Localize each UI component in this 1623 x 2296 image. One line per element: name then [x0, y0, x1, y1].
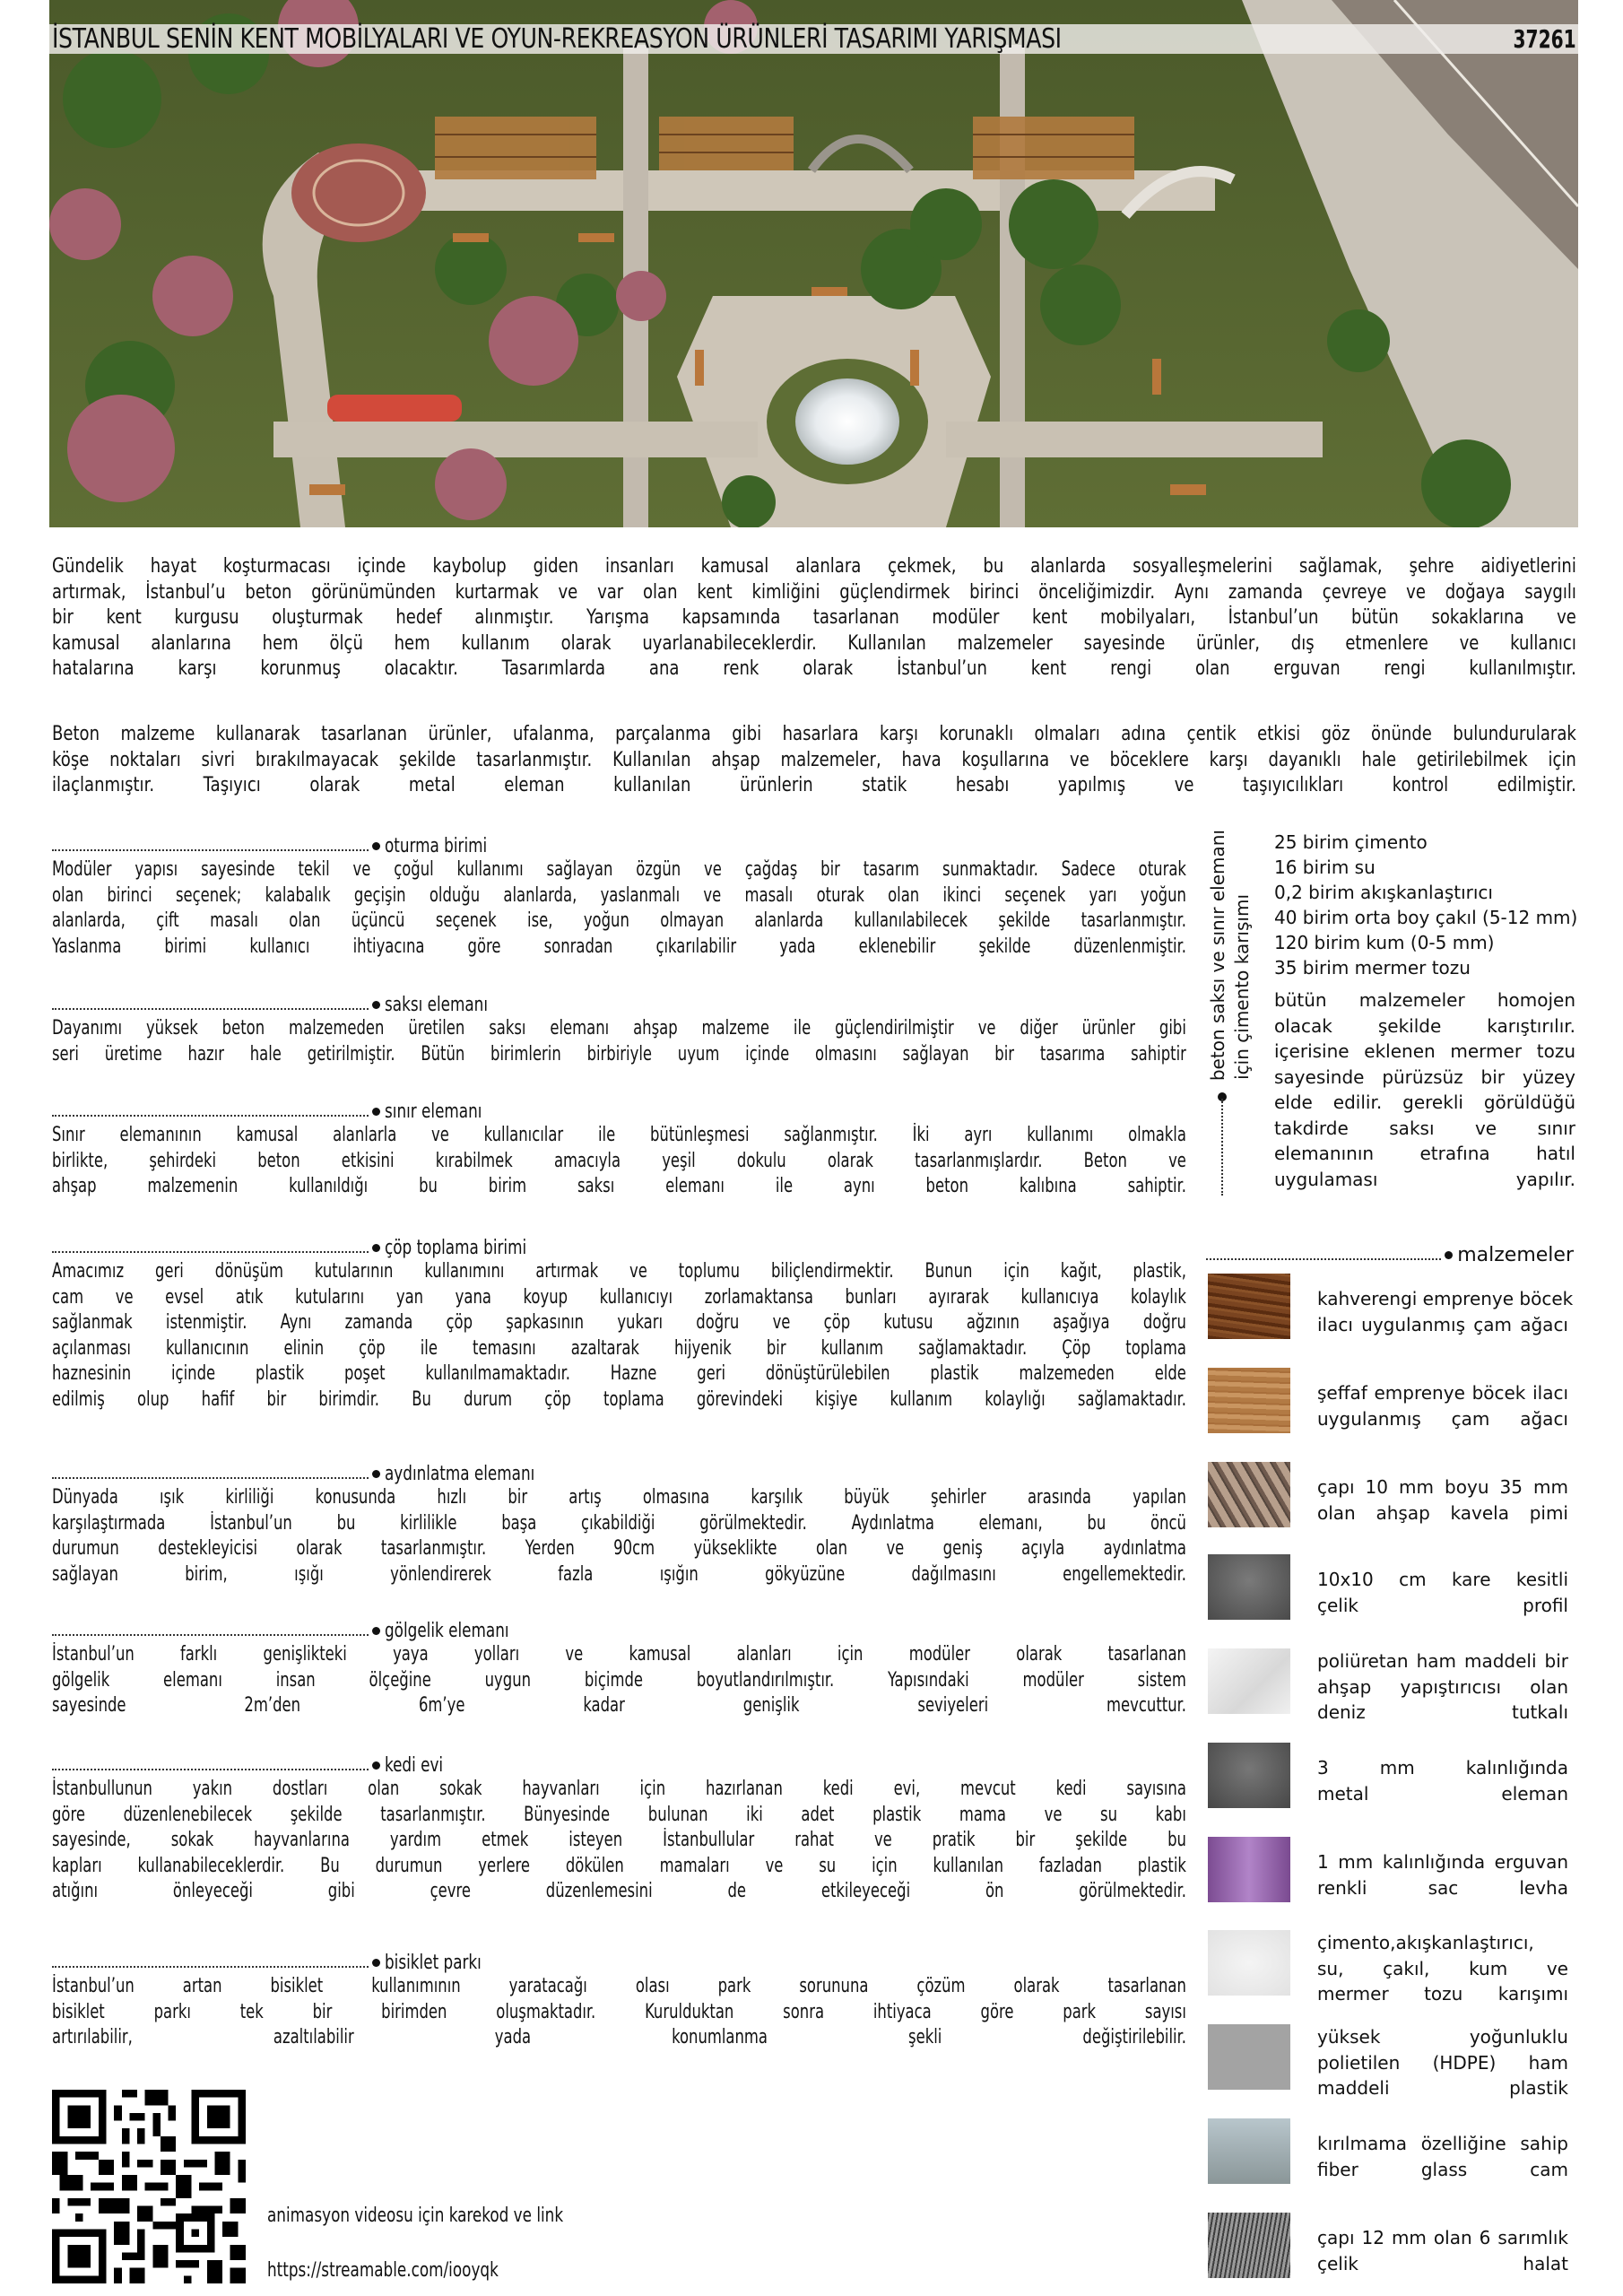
text-line: cam ve evsel atık kutularını yan yana koyup kullanıcıyı zorlamaktansa bunları ayırarak kullanıcıya kolaylık — [52, 1285, 1186, 1309]
section-sınır-elemanı — [52, 1100, 1186, 1200]
video-link[interactable]: https://streamable.com/iooyqk — [267, 2259, 499, 2282]
dotted-leader — [52, 849, 369, 851]
text-line: sağlanmak istenmiştir. Aynı zamanda çöp şapkasının yukarı doğru ve çöp kutusu ağzının aşağıya doğru — [52, 1311, 1186, 1334]
dark-wood-swatch-icon — [1208, 1274, 1290, 1339]
text-line: şeffaf emprenye böcek ilacı — [1317, 1382, 1568, 1404]
light-wood-swatch-icon — [1208, 1368, 1290, 1433]
text-line: takdirde saksı ve sınır — [1274, 1117, 1575, 1139]
text-line: bütün malzemeler homojen — [1274, 989, 1575, 1011]
section-bisiklet-parkı — [52, 1951, 1186, 2051]
text-line: su, çakıl, kum ve — [1317, 1957, 1568, 1979]
text-line: deniz tutkalı — [1317, 1701, 1568, 1723]
text-line: gölgelik elemanı insan ölçeğine uygun biçimde boyutlandırılmıştır. Yapısındaki modüler sistem — [52, 1668, 1186, 1692]
section-heading — [52, 1619, 1186, 1642]
text-line: seri üretime hazır hale getirilmiştir. Bütün birimlerin birbiriyle uyum içinde olmasını sağlayan bir tasarıma sahiptir — [52, 1042, 1186, 1065]
text-line: renkli sac levha — [1317, 1876, 1568, 1899]
material-item — [1208, 2213, 1575, 2284]
concrete-mix-note — [1274, 987, 1575, 1192]
mix-item: 25 birim çimento — [1274, 831, 1428, 853]
section-kedi-evi — [52, 1753, 1186, 1905]
text-line: yüksek yoğunluklu — [1317, 2026, 1568, 2048]
text-line: olan birinci seçenek; kalabalık geçişin olduğu alanlarda, yaslanmalı ve masalı oturak olan ikinci seçenek yarı yoğun — [52, 883, 1186, 907]
material-item — [1208, 1743, 1575, 1814]
section-çöp-toplama-birimi — [52, 1236, 1186, 1413]
hero-park-render — [49, 0, 1578, 527]
text-line: sağlayan birim, ışığı yönlendirerek fazla ışığın gökyüzüne dağılmasını engellemektedir. — [52, 1562, 1186, 1586]
text-line: açılanması kullanıcının elinin çöp ile temasını azaltarak hijyenik bir kullanım sağlamaktadır. Çöp toplama — [52, 1336, 1186, 1360]
mix-item: 0,2 birim akışkanlaştırıcı — [1274, 882, 1493, 903]
text-line: olacak şekilde karıştırılır. — [1274, 1014, 1575, 1037]
text-line: ahşap yapıştırıcısı olan — [1317, 1675, 1568, 1698]
text-line: elde edilir. gerekli görüldüğü — [1274, 1091, 1575, 1113]
material-description — [1317, 1474, 1568, 1526]
text-line: Amacımız geri dönüşüm kutularının kullanımını artırmak ve toplumu biliçlendirmektir. Bunun için kağıt, plastik, — [52, 1260, 1186, 1283]
fiberglass-swatch-icon — [1208, 2118, 1290, 2184]
text-line: durumun destekleyicisi olarak tasarlanmıştır. Yerden 90cm yükseklikte olan ve geniş açıyla aydınlatma — [52, 1537, 1186, 1560]
section-gölgelik-elemanı — [52, 1619, 1186, 1719]
dotted-leader — [1221, 1099, 1223, 1196]
text-line: Yaslanma birimi kullanıcı ihtiyacına göre sonradan çıkarılabilir yada eklenebilir şekilde düzenlenmiştir. — [52, 935, 1186, 958]
mix-item: 35 birim mermer tozu — [1274, 957, 1471, 978]
text-line: poliüretan ham maddeli bir — [1317, 1650, 1568, 1672]
section-aydınlatma-elemanı — [52, 1462, 1186, 1587]
section-heading — [52, 1462, 1186, 1485]
text-line: çelik halat — [1317, 2252, 1568, 2274]
text-line: içerisine eklenen mermer tozu — [1274, 1040, 1575, 1062]
park-aerial-render-image — [49, 0, 1578, 527]
text-line: Sınır elemanının kamusal alanlarla ve kullanıcılar ile bütünleşmesi sağlanmıştır. İki ayrı kullanımı olmakla — [52, 1124, 1186, 1146]
text-line: kamusal alanlarına hem ölçü hem kullanım olarak uyarlanabileceklerdir. Kullanılan malzemeler sayesinde ürünler, dış etmenlere ve kullanıcı — [52, 631, 1576, 655]
concrete-mix-swatch-icon — [1208, 1930, 1290, 1996]
text-line: Modüler yapısı sayesinde tekil ve çoğul kullanımı sağlayan özgün ve çağdaş bir tasarım sunmaktadır. Sadece oturak — [52, 858, 1186, 881]
text-line: fiber glass cam — [1317, 2158, 1568, 2180]
section-oturma-birimi — [52, 834, 1186, 960]
material-item — [1208, 1368, 1575, 1439]
text-line: ilaçlanmıştır. Taşıyıcı olarak metal eleman kullanılan ürünlerin statik hesabı yapılmış ve taşıyıcılıkları kontrol edilmiştir. — [52, 774, 1576, 796]
steel-profile-swatch-icon — [1208, 1554, 1290, 1620]
material-item — [1208, 1837, 1575, 1909]
dotted-leader — [52, 1769, 369, 1770]
concrete-mix-label-line-1: beton saksı ve sınır elemanı — [1207, 830, 1228, 1082]
text-line: bir kent kurgusu oluşturmak hedef alınmıştır. Yarışma kapsamında tasarlanan modüler kent mobilyaları, İstanbul’un bütün sokaklarına ve — [52, 606, 1576, 629]
material-description — [1317, 1380, 1568, 1431]
mix-item: 16 birim su — [1274, 857, 1376, 878]
dotted-leader — [52, 1251, 369, 1253]
concrete-mix-list — [1274, 830, 1578, 980]
dowel-pins-swatch-icon — [1208, 1462, 1290, 1527]
text-line: göre düzenlenebilecek şekilde tasarlanmıştır. Bünyesinde bulunan iki adet plastik mama ve su kabı — [52, 1803, 1186, 1826]
text-line: alanlarda, çift masalı olan üçüncü seçenek ise, yoğun olmayan alanlarda kullanılabilecek şekilde tasarlanmıştır. — [52, 909, 1186, 932]
material-item — [1208, 2118, 1575, 2190]
text-line: çelik profil — [1317, 1594, 1568, 1616]
material-item — [1208, 1648, 1575, 1723]
text-line: 3 mm kalınlığında — [1317, 1757, 1568, 1779]
steel-rope-swatch-icon — [1208, 2213, 1290, 2278]
text-line: olan ahşap kavela pimi — [1317, 1501, 1568, 1524]
text-line: köşe noktaları sivri bırakılmayacak şekilde tasarlanmıştır. Kullanılan ahşap malzemeler, hava koşullarına ve böceklere karşı dayanıklı hale getirilebilmek için — [52, 748, 1576, 771]
qr-code-icon[interactable] — [52, 2090, 246, 2283]
text-line: İstanbullunun yakın dostları olan sokak hayvanları için hazırlanan kedi evi, mevcut kedi sayısına — [52, 1778, 1186, 1800]
concrete-mix — [1274, 830, 1578, 1192]
text-line: İstanbul’un farklı genişlikteki yaya yolları ve kamusal alanları için modüler olarak tasarlanan — [52, 1643, 1186, 1665]
text-line: artırmak, İstanbul’u beton görünümünden kurtarmak ve var olan kent kimliğini güçlendirmek birinci önceliğimizdir. Aynı zamanda çevreye ve doğaya saygılı — [52, 580, 1576, 604]
material-item — [1208, 1274, 1575, 1345]
section-heading — [52, 1100, 1186, 1123]
material-description — [1317, 1286, 1574, 1337]
materials-heading — [1206, 1242, 1574, 1267]
text-line: karşılaştırmada İstanbul’un bu kirlilikle başa çıkabildiği görülmektedir. Aydınlatma elemanı, bu öncü — [52, 1511, 1186, 1535]
material-description — [1317, 2024, 1568, 2101]
section-title: oturma birimi — [385, 834, 488, 857]
text-line: metal eleman — [1317, 1782, 1568, 1805]
text-line: İstanbul’un artan bisiklet kullanımının yaratacağı olası park sorununa çözüm olarak tasarlanan — [52, 1975, 1186, 1997]
text-line: hatalarına karşı korunmuş olacaktır. Tasarımlarda ana renk olarak İstanbul’un kent rengi olan erguvan rengi kullanılmıştır. — [52, 657, 1576, 680]
qr-caption: animasyon videosu için karekod ve link — [267, 2205, 564, 2227]
page-title: İSTANBUL SENİN KENT MOBİLYALARI VE OYUN-REKREASYON ÜRÜNLERİ TASARIMI YARIŞMASI — [52, 23, 1062, 55]
section-title: gölgelik elemanı — [385, 1619, 509, 1642]
hdpe-swatch-icon — [1208, 2024, 1290, 2090]
dotted-leader — [1206, 1258, 1441, 1260]
material-description — [1317, 1567, 1568, 1618]
mix-item: 40 birim orta boy çakıl (5-12 mm) — [1274, 907, 1578, 928]
bullet-icon — [1445, 1251, 1453, 1259]
text-line: Dünyada ışık kirliliği konusunda hızlı bir artış olmasına karşılık büyük şehirler arasında yapılan — [52, 1486, 1186, 1509]
materials-title: malzemeler — [1457, 1243, 1574, 1266]
intro-paragraph-2 — [52, 722, 1576, 799]
bullet-icon — [372, 1959, 380, 1967]
material-item — [1208, 1930, 1575, 2005]
text-line: haznesinin içinde plastik poşet kullanılmamaktadır. Hazne geri dönüştürülebilen plastik malzemeden elde — [52, 1362, 1186, 1385]
text-line: kahverengi emprenye böcek — [1317, 1288, 1574, 1309]
text-line: ahşap malzemenin kullanıldığı bu birim saksı elemanı ile aynı beton kalıbına sahiptir. — [52, 1175, 1186, 1197]
text-line: Dayanımı yüksek beton malzemeden üretilen saksı elemanı ahşap malzeme ile güçlendirilmiştir ve diğer ürünler gibi — [52, 1017, 1186, 1039]
material-description — [1317, 1849, 1568, 1900]
concrete-mix-label-line-2: için çimento karışımı — [1231, 894, 1253, 1080]
section-heading — [52, 993, 1186, 1016]
section-heading — [52, 1236, 1186, 1259]
metal-sheet-swatch-icon — [1208, 1743, 1290, 1808]
bullet-icon — [372, 842, 380, 850]
material-description — [1317, 2225, 1568, 2276]
section-title: aydınlatma elemanı — [385, 1462, 535, 1485]
material-item — [1208, 1462, 1575, 1534]
text-line: uygulanmış çam ağacı — [1317, 1407, 1568, 1430]
intro-paragraph-1 — [52, 554, 1576, 683]
section-title: sınır elemanı — [385, 1100, 482, 1123]
text-line: maddeli plastik — [1317, 2077, 1568, 2099]
text-line: sayesinde pürüzsüz bir yüzey — [1274, 1065, 1575, 1088]
material-item — [1208, 2024, 1575, 2099]
section-heading — [52, 834, 1186, 857]
material-description — [1317, 1930, 1568, 2007]
section-title: saksı elemanı — [385, 993, 489, 1016]
dotted-leader — [52, 1115, 369, 1117]
bullet-icon — [372, 1244, 380, 1252]
material-description — [1317, 1648, 1568, 1726]
section-title: bisiklet parkı — [385, 1951, 482, 1974]
section-heading — [52, 1951, 1186, 1974]
text-line: çimento,akışkanlaştırıcı, — [1317, 1932, 1534, 1953]
entry-code: 37261 — [1513, 24, 1576, 54]
text-line: mermer tozu karışımı — [1317, 1983, 1568, 2005]
material-description — [1317, 2131, 1568, 2182]
text-line: ilacı uygulanmış çam ağacı — [1317, 1313, 1568, 1335]
text-line: Beton malzeme kullanarak tasarlanan ürünler, ufalanma, parçalanma gibi hasarlara karşı korunaklı olmaları adına çentik etkisi göz önünde bulundurularak — [52, 723, 1576, 745]
text-line: birlikte, şehirdeki beton etkisini kırabilmek amacıyla yeşil dokulu olarak tasarlanmışlardır. Beton ve — [52, 1149, 1186, 1172]
glue-swatch-icon — [1208, 1648, 1290, 1714]
text-line: edilmiş olup hafif bir birimdir. Bu durum çöp toplama görevindeki kişiye kullanım kolaylığı sağlamaktadır. — [52, 1387, 1186, 1411]
purple-sheet-swatch-icon — [1208, 1837, 1290, 1902]
material-description — [1317, 1755, 1568, 1806]
section-heading — [52, 1753, 1186, 1777]
bullet-icon — [372, 1001, 380, 1009]
text-line: çapı 10 mm boyu 35 mm — [1317, 1476, 1568, 1498]
text-line: polietilen (HDPE) ham — [1317, 2051, 1568, 2074]
concrete-mix-label — [1206, 830, 1262, 1108]
text-line: bisiklet parkı tek bir birimden oluşmaktadır. Kurulduktan sonra ihtiyaca göre park sayısı — [52, 2000, 1186, 2023]
text-line: sayesinde 2m’den 6m’ye kadar genişlik seviyeleri mevcuttur. — [52, 1694, 1186, 1717]
text-line: 1 mm kalınlığında erguvan — [1317, 1851, 1568, 1873]
text-line: artırılabilir, azaltılabilir yada konumlanma şekli değiştirilebilir. — [52, 2026, 1186, 2048]
material-item — [1208, 1554, 1575, 1626]
section-saksı-elemanı — [52, 993, 1186, 1067]
bullet-icon — [372, 1108, 380, 1116]
section-title: kedi evi — [385, 1753, 444, 1777]
text-line: kapları kullanabileceklerdir. Bu durumun yerlere dökülen mamaları ve su için kullanılan fazladan plastik — [52, 1854, 1186, 1877]
bullet-icon — [372, 1627, 380, 1635]
text-line: atığını önleyeceği gibi çevre düzenlemesini de etkileyeceği ön görülmektedir. — [52, 1880, 1186, 1902]
dotted-leader — [52, 1477, 369, 1479]
section-title: çöp toplama birimi — [385, 1236, 527, 1259]
text-line: elemanının etrafına hatıl — [1274, 1143, 1575, 1164]
bullet-icon — [372, 1761, 380, 1770]
dotted-leader — [52, 1634, 369, 1636]
dotted-leader — [52, 1966, 369, 1968]
text-line: 10x10 cm kare kesitli — [1317, 1569, 1568, 1590]
text-line: çapı 12 mm olan 6 sarımlık — [1317, 2227, 1568, 2248]
text-line: uygulaması yapılır. — [1274, 1168, 1575, 1190]
text-line: kırılmama özelliğine sahip — [1317, 2133, 1568, 2154]
bullet-icon — [372, 1470, 380, 1478]
mix-item: 120 birim kum (0-5 mm) — [1274, 932, 1495, 953]
dotted-leader — [52, 1008, 369, 1010]
text-line: sayesinde, sokak hayvanlarına yardım etmek isteyen İstanbullular rahat ve pratik bir şekilde bu — [52, 1829, 1186, 1851]
text-line: Gündelik hayat koşturmacası içinde kaybolup giden insanları kamusal alanlara çekmek, bu alanlarda sosyalleşmelerini sağlamak, şehre aidiyetlerini — [52, 555, 1576, 578]
